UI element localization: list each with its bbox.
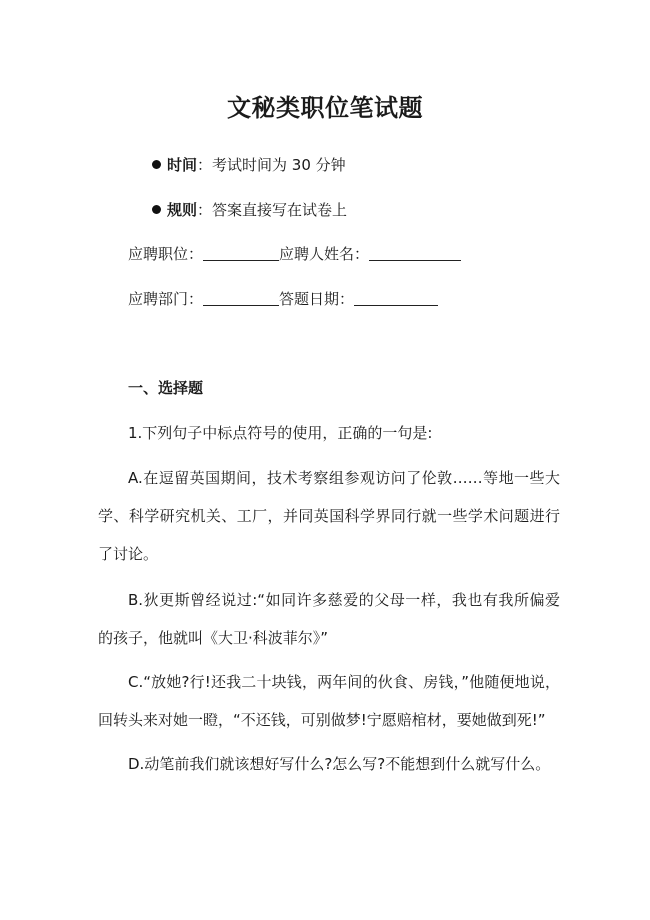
option-d: D.动笔前我们就该想好写什么?怎么写?不能想到什么就写什么。 <box>128 755 551 773</box>
department-blank[interactable] <box>203 289 279 306</box>
name-label: 应聘人姓名： <box>279 245 370 263</box>
applicant-row <box>128 243 461 265</box>
name-blank[interactable] <box>369 244 461 261</box>
department-label: 应聘部门： <box>128 290 204 308</box>
time-row <box>152 154 346 176</box>
question-text: 1.下列句子中标点符号的使用，正确的一句是: <box>128 424 433 442</box>
rule-colon: ： <box>197 201 213 219</box>
department-row <box>128 288 438 310</box>
section-title: 一、选择题 <box>128 379 204 397</box>
position-blank[interactable] <box>203 244 279 261</box>
date-label: 答题日期： <box>279 290 355 308</box>
bullet-dot-icon <box>152 205 161 214</box>
page-title: 文秘类职位笔试题 <box>227 94 423 122</box>
rule-value: 答案直接写在试卷上 <box>212 201 348 219</box>
position-label: 应聘职位： <box>128 245 204 263</box>
rule-row <box>152 199 347 221</box>
bullet-dot-icon <box>152 160 161 169</box>
option-b: B.狄更斯曾经说过:“如同许多慈爱的父母一样，我也有我所偏爱的孩子，他就叫《大卫·科波菲尔》” <box>98 591 560 647</box>
option-c: C.“放她?行!还我二十块钱，两年间的伙食、房钱，”他随便地说，回转头来对她一瞪，“不还钱，可别做梦!宁愿赔棺材，要她做到死!” <box>98 673 560 729</box>
time-value: 考试时间为 30 分钟 <box>212 156 346 174</box>
rule-label: 规则 <box>167 201 198 219</box>
time-colon: ： <box>197 156 213 174</box>
time-label: 时间 <box>167 156 198 174</box>
date-blank[interactable] <box>354 289 438 306</box>
option-a: A.在逗留英国期间，技术考察组参观访问了伦敦……等地一些大学、科学研究机关、工厂，并同英国科学界同行就一些学术问题进行了讨论。 <box>98 469 560 563</box>
